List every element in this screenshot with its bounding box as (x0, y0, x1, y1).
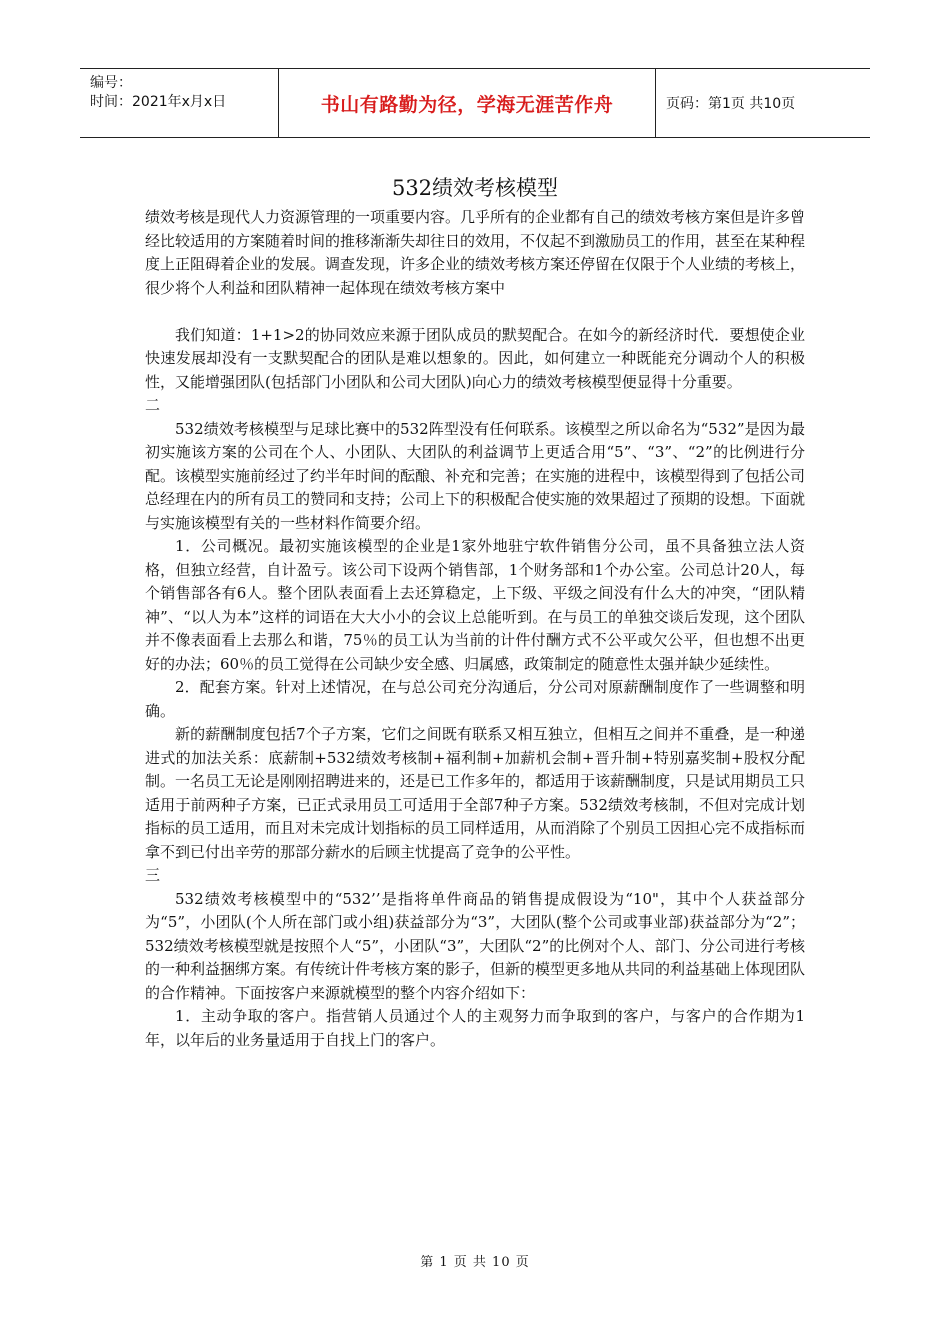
paragraph-synergy: 我们知道：1+1>2的协同效应来源于团队成员的默契配合。在如今的新经济时代．要想使企业快速发展却没有一支默契配合的团队是难以想象的。因此，如何建立一种既能充分调动个人的积极性，又能增强团队(包括部门小团队和公司大团队)向心力的绩效考核模型便显得十分重要。 (145, 325, 805, 391)
document-number-label: 编号： (90, 75, 132, 91)
paragraph-company-overview: 1．公司概况。最初实施该模型的企业是1家外地驻宁软件销售分公司，虽不具备独立法人资格，但独立经营，自计盈亏。该公司下设两个销售部，1个财务部和1个办公室。公司总计20人，每个销售部各有6人。整个团队表面看上去还算稳定，上下级、平级之间没有什么大的冲突，“团队精神”、“以人为本”这样的词语在大大小小的会议上总能听到。在与员工的单独交谈后发现，这个团队并不像表面看上去那么和谐，75％的员工认为当前的计件付酬方式不公平或欠公平，但也想不出更好的办法；60％的员工觉得在公司缺少安全感、归属感，政策制定的随意性太强并缺少延续性。 (145, 537, 805, 673)
header-motto: 书山有路勤为径，学海无涯苦作舟 (320, 93, 614, 116)
section-heading-2: 二 (145, 396, 161, 414)
header-meta-cell (80, 69, 279, 137)
paragraph-salary-system: 新的薪酬制度包括7个子方案，它们之间既有联系又相互独立，但相互之间并不重叠，是一种递进式的加法关系：底薪制+532绩效考核制+福利制+加薪机会制+晋升制+特别嘉奖制+股权分配制。一名员工无论是刚刚招聘进来的，还是已工作多年的，都适用于该薪酬制度，只是试用期员工只适用于前两种子方案，已正式录用员工可适用于全部7种子方案。532绩效考核制，不但对完成计划指标的员工适用，而且对未完成计划指标的员工同样适用，从而消除了个别员工因担心完不成指标而拿不到已付出辛劳的那部分薪水的后顾主忧提高了竞争的公平性。 (145, 725, 806, 861)
section-heading-3: 三 (145, 866, 161, 884)
paragraph-active-clients: 1．主动争取的客户。指营销人员通过个人的主观努力而争取到的客户，与客户的合作期为1年，以年后的业务量适用于自找上门的客户。 (145, 1007, 805, 1049)
page-footer: 第 1 页 共 10 页 (420, 1255, 530, 1270)
header-motto-cell (279, 69, 656, 137)
paragraph-532-definition: 532绩效考核模型中的“532’’是指将单件商品的销售提成假设为“10"，其中个人获益部分为“5”，小团队(个人所在部门或小组)获益部分为“3”，大团队(整个公司或事业部)获益部分为“2”；532绩效考核模型就是按照个人“5”，小团队“3”，大团队“2”的比例对个人、部门、分公司进行考核的一种利益捆绑方案。有传统计件考核方案的影子，但新的模型更多地从共同的利益基础上体现团队的合作精神。下面按客户来源就模型的整个内容介绍如下： (145, 889, 806, 1002)
paragraph-intro: 绩效考核是现代人力资源管理的一项重要内容。几乎所有的企业都有自己的绩效考核方案但是许多曾经比较适用的方案随着时间的推移渐渐失却往日的效用，不仅起不到激励员工的作用，甚至在某种程度上正阻碍着企业的发展。调查发现，许多企业的绩效考核方案还停留在仅限于个人业绩的考核上，很少将个人利益和团队精神一起体现在绩效考核方案中 (145, 208, 806, 297)
header-page-info: 页码：第1页 共10页 (666, 96, 796, 112)
document-title: 532绩效考核模型 (391, 176, 559, 200)
document-body (145, 206, 805, 1052)
header-page-cell (656, 69, 870, 137)
paragraph-gap (145, 300, 805, 324)
document-date-label: 时间：2021年x月x日 (90, 94, 227, 110)
page-header (80, 68, 870, 138)
paragraph-model-naming: 532绩效考核模型与足球比赛中的532阵型没有任何联系。该模型之所以命名为“532”是因为最初实施该方案的公司在个人、小团队、大团队的利益调节上更适合用“5”、“3”、“2”的比例进行分配。该模型实施前经过了约半年时间的酝酿、补充和完善；在实施的进程中，该模型得到了包括公司总经理在内的所有员工的赞同和支持；公司上下的积极配合使实施的效果超过了预期的设想。下面就与实施该模型有关的一些材料作简要介绍。 (145, 419, 806, 532)
paragraph-supporting-plan: 2．配套方案。针对上述情况，在与总公司充分沟通后，分公司对原薪酬制度作了一些调整和明确。 (145, 678, 805, 720)
